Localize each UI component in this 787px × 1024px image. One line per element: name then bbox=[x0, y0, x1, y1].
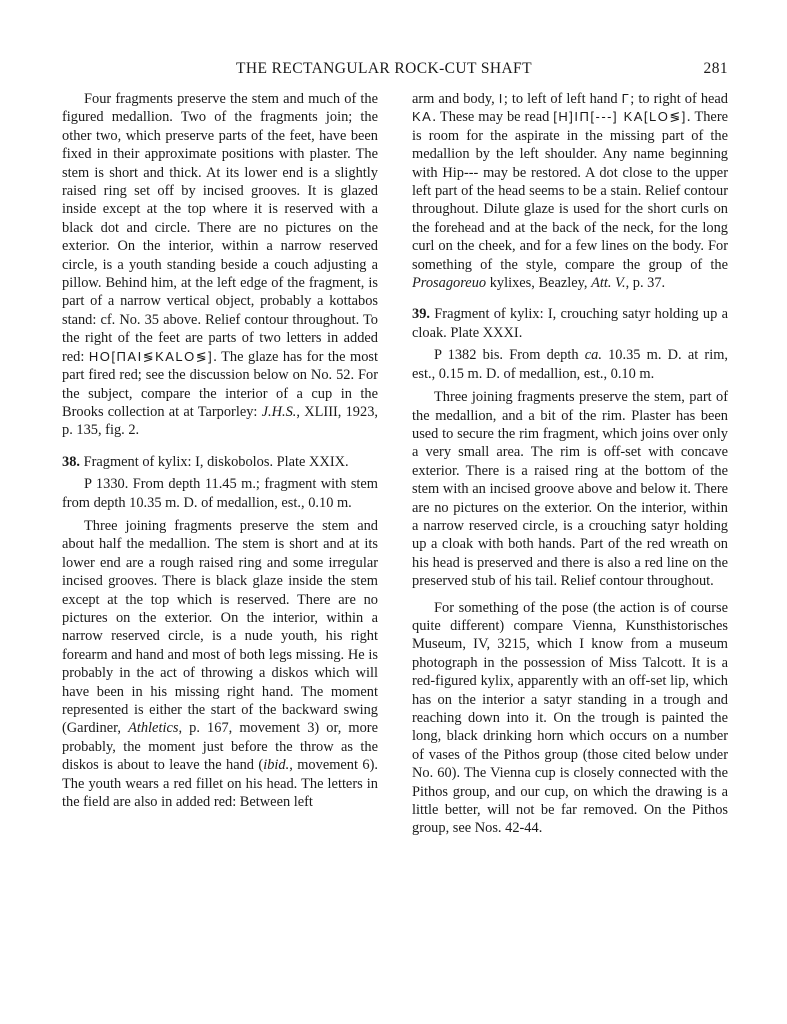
running-title: THE RECTANGULAR ROCK-CUT SHAFT bbox=[236, 60, 532, 77]
running-head bbox=[60, 60, 728, 82]
inscription: Γ bbox=[621, 91, 631, 106]
text-run: arm and body, bbox=[412, 91, 499, 107]
entry-meta-38: P 1330. From depth 11.45 m.; fragment with stem from depth 10.35 m. D. of medallion, est., 0.10 m. bbox=[62, 476, 378, 511]
book-title: Athletics bbox=[128, 720, 179, 737]
entry-meta-39 bbox=[412, 346, 728, 383]
inscription: HO[ΠΑΙ≶ΚΑLO≶] bbox=[88, 348, 214, 364]
text-run: Three joining fragments preserve the stem and about half the medallion. The stem is short and at its lower end are a rough raised ring and some irregular incised grooves. There is black glaze inside the stem except at the top which is reserved. There are no pictures on the exterior. On the interior, within a narrow reserved circle, is a nude youth, his right forearm and hand and most of both legs missing. He is probably in the act of throwing a diskos which will have been in his missing right hand. The moment represented is either the start of the backward swing (Gardiner, bbox=[62, 517, 378, 737]
paragraph-entry38-continued bbox=[412, 90, 728, 292]
text-run: , XLIII, 1923, p. 135, fig. 2. bbox=[62, 403, 378, 439]
paragraph-entry39-comparison: For something of the pose (the action is of course quite different) compare Vienna, Kunsthistorisches Museum, IV, 3215, which I know from a museum photograph in the possession of Miss Talcott. It is a red-figured kylix, apparently with an off-set lip, which has on the interior a satyr standing in a trough and reaching down into it. On the trough is painted the long, black drinking horn which occurs on a number of vases of the Pithos group (those cited below under No. 60). The Vienna cup is closely connected with the Pithos group, and our cup, on which the drawing is a little better, will not be far removed. On the Pithos group, see Nos. 42-44. bbox=[412, 599, 728, 837]
text-run: . There is room for the aspirate in the missing part of the medallion by the left shoulder. Any name beginning with Hip--- may be restored. A dot close to the upper left part of the head seems to be a stain. Relief contour throughout. Dilute glaze is used for the short curls on the forehead and at the back of the neck, for the long curl on the cheek, and for a few lines on the body. For something of the style, compare the group of the bbox=[412, 109, 728, 273]
entry-number: 38. bbox=[62, 453, 80, 470]
text-run: , p. 37. bbox=[625, 275, 666, 292]
group-name: Prosagoreuo bbox=[412, 275, 487, 292]
text-run: , p. 167, movement 3) or, more probably, the moment just before the throw as the diskos is about to leave the hand ( bbox=[62, 720, 378, 774]
paragraph-entry37-body bbox=[62, 90, 378, 440]
text-run: 10.35 m. D. at rim, est., 0.15 m. D. of medallion, est., 0.10 m. bbox=[412, 347, 728, 382]
text-run: . The glaze has for the most part fired red; see the discussion below on No. 52. For the subject, compare the interior of a cup in the Brooks collection at at Tarporley: bbox=[62, 348, 378, 420]
circa: ca. bbox=[584, 347, 602, 364]
book-title: Att. V. bbox=[591, 275, 626, 292]
entry-heading-text: Fragment of kylix: I, crouching satyr holding up a cloak. Plate XXXI. bbox=[412, 306, 728, 341]
entry-heading-38 bbox=[62, 453, 378, 471]
paragraph-entry38-body bbox=[62, 517, 378, 812]
text-run: ; to right of head bbox=[630, 91, 728, 107]
entry-heading-39 bbox=[412, 305, 728, 342]
entry-heading-text: Fragment of kylix: I, diskobolos. Plate XXIX. bbox=[80, 453, 349, 470]
text-run: Four fragments preserve the stem and much of the figured medallion. Two of the fragments join; the other two, which preserve parts of the feet, have been fixed in their approximate positions with plaster. The stem is short and thick. At its lower end is a slightly raised ring set off by incised grooves. It is glazed inside except at the top where it is reserved with a black dot and circle. There are no pictures on the exterior. On the interior, within a narrow reserved circle, is a youth standing beside a couch adjusting a pillow. Behind him, at the left edge of the fragment, is part of a narrow vertical object, probably a kottabos stand: cf. No. 35 above. Relief contour throughout. To the right of the feet are parts of two letters in added red: bbox=[62, 91, 378, 365]
left-column bbox=[62, 90, 378, 811]
page-number: 281 bbox=[703, 60, 728, 77]
text-run: ; to left of left hand bbox=[503, 91, 622, 107]
paragraph-entry39-body: Three joining fragments preserve the stem, part of the medallion, and a bit of the rim. Plaster has been used to secure the rim fragment, which joins over only a very small area. The rim is off-set with concave exterior. There is a raised ring at the bottom of the stem with an incised groove above and below it. There are no pictures on the exterior. On the interior, within a narrow reserved circle, is a crouching satyr holding up a cloak with both hands. Part of the red wreath on his head is preserved and there is also a red line on the preserved stub of his tail. Relief contour throughout. bbox=[412, 389, 728, 590]
journal-citation: J.H.S. bbox=[261, 403, 297, 420]
inscription: [H]IΠ[---] ΚΑ[LO≶] bbox=[553, 109, 687, 125]
entry-number: 39. bbox=[412, 306, 430, 323]
ibid-reference: ibid. bbox=[263, 757, 290, 774]
text-run: . These may be read bbox=[432, 109, 554, 126]
inscription: ΚΑ bbox=[412, 109, 433, 125]
text-run: , movement 6). The youth wears a red fillet on his head. The letters in the field are also in added red: Between left bbox=[62, 757, 378, 811]
text-run: P 1382 bis. From depth bbox=[434, 347, 585, 364]
right-column bbox=[412, 90, 728, 838]
inscription: I bbox=[498, 91, 504, 106]
text-run: kylixes, Beazley, bbox=[486, 275, 592, 292]
